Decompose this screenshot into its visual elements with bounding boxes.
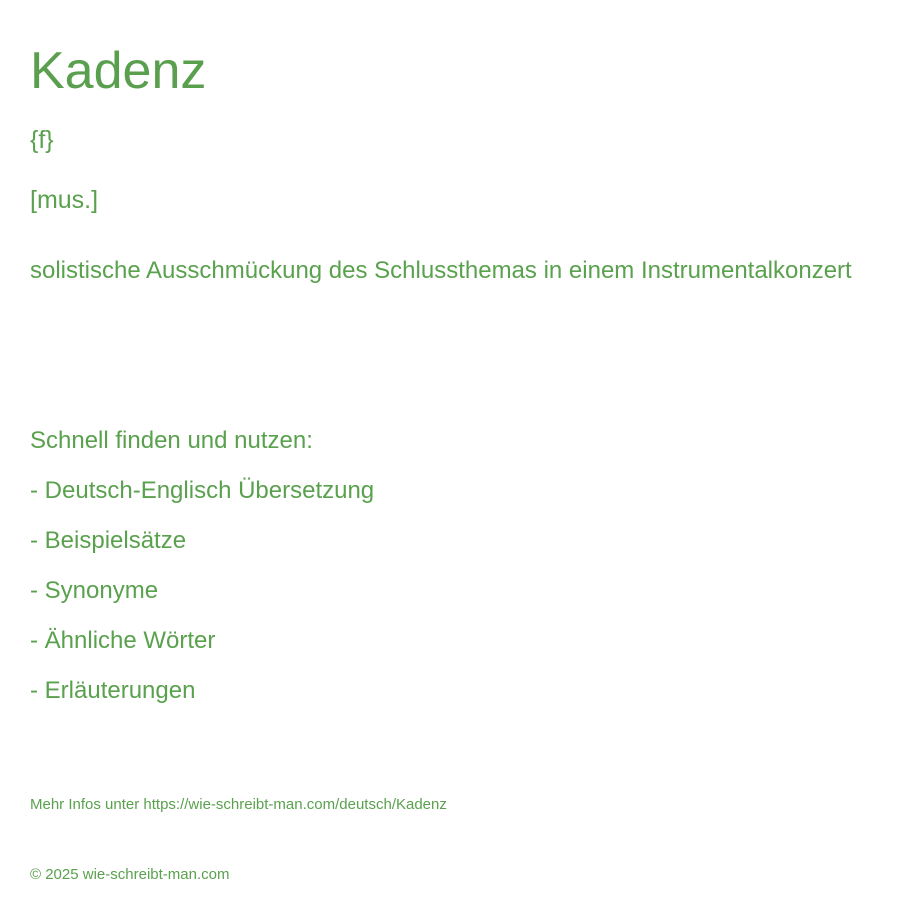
quick-item-synonyms: - Synonyme	[30, 577, 159, 604]
copyright-notice: © 2025 wie-schreibt-man.com	[30, 866, 230, 883]
quick-links-heading: Schnell finden und nutzen:	[30, 427, 313, 454]
more-info-link[interactable]: Mehr Infos unter https://wie-schreibt-man.com/deutsch/Kadenz	[30, 796, 447, 813]
subject-domain: [mus.]	[30, 186, 99, 214]
quick-item-translation: - Deutsch-Englisch Übersetzung	[30, 477, 375, 504]
page-title: Kadenz	[30, 42, 207, 100]
quick-item-similar-words: - Ähnliche Wörter	[30, 627, 216, 654]
quick-item-example-sentences: - Beispielsätze	[30, 527, 187, 554]
quick-item-explanations: - Erläuterungen	[30, 677, 196, 704]
grammatical-gender: {f}	[30, 126, 54, 154]
definition-text: solistische Ausschmückung des Schlussthemas in einem Instrumentalkonzert	[30, 259, 852, 283]
